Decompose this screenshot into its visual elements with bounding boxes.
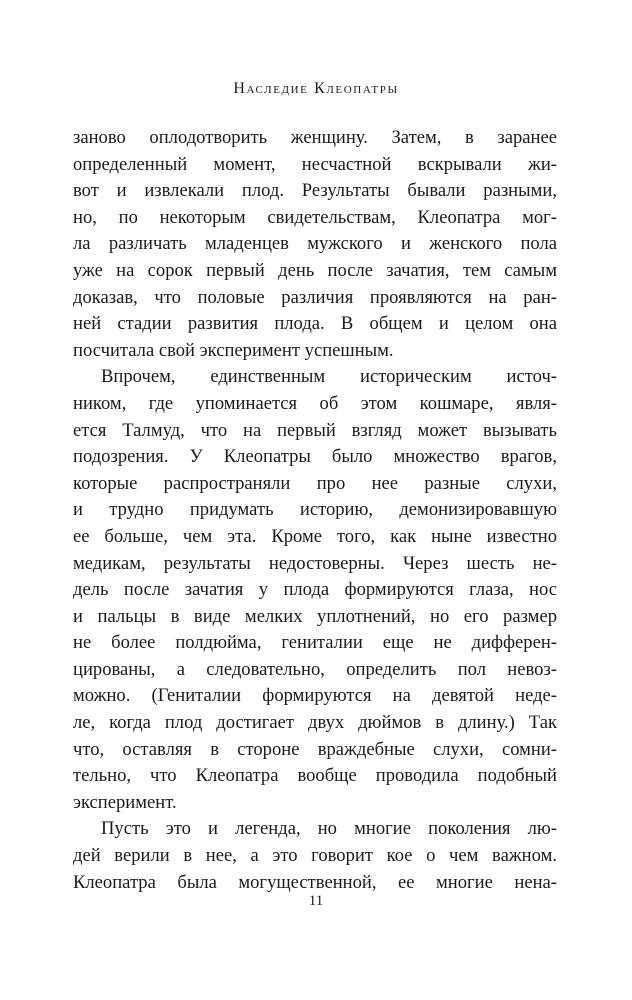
paragraph (73, 125, 557, 364)
text-line: подозрения. У Клеопатры было множество врагов, (73, 446, 557, 468)
text-line: что, оставляя в стороне враждебные слухи, сомни- (73, 738, 557, 760)
text-line: дей верили в нее, а это говорит кое о чем важном. (73, 845, 557, 867)
text-line: тельно, что Клеопатра вообще проводила подобный (73, 765, 557, 787)
text-line: уже на сорок первый день после зачатия, тем самым (73, 259, 557, 281)
text-line: цированы, а следовательно, определить пол невоз- (73, 658, 557, 680)
paragraph (73, 816, 557, 896)
running-header: Наследие Клеопатры (233, 80, 399, 97)
paragraph (73, 364, 557, 816)
text-line: ла различать младенцев мужского и женского пола (73, 233, 557, 255)
text-line: но, по некоторым свидетельствам, Клеопатра мог- (73, 206, 557, 228)
text-line: доказав, что половые различия проявляются на ран- (73, 286, 557, 308)
text-line: эксперимент. (73, 791, 177, 813)
text-line: не более полдюйма, гениталии еще не дифферен- (73, 632, 557, 654)
text-line: ее больше, чем эта. Кроме того, как ныне известно (73, 525, 557, 547)
text-line: Пусть это и легенда, но многие поколения лю- (101, 818, 557, 840)
text-line: вот и извлекали плод. Результаты бывали разными, (73, 180, 557, 202)
text-line: определенный момент, несчастной вскрывали жи- (73, 153, 557, 175)
text-line: ней стадии развития плода. В общем и целом она (73, 313, 557, 335)
text-line: и трудно придумать историю, демонизировавшую (73, 499, 557, 521)
text-line: заново оплодотворить женщину. Затем, в заранее (73, 127, 557, 148)
page-number: 11 (308, 893, 324, 909)
text-line: ется Талмуд, что на первый взгляд может вызывать (73, 419, 557, 441)
text-line: Впрочем, единственным историческим источ- (101, 366, 557, 388)
body-text (73, 125, 557, 896)
text-line: можно. (Гениталии формируются на девятой неде- (73, 685, 557, 707)
text-line: ником, где упоминается об этом кошмаре, явля- (73, 392, 557, 414)
text-line: дель после зачатия у плода формируются глаза, нос (73, 579, 557, 601)
text-line: и пальцы в виде мелких уплотнений, но его размер (73, 605, 557, 627)
text-line: которые распространяли про нее разные слухи, (73, 472, 557, 494)
text-line: медикам, результаты недостоверны. Через шесть не- (73, 552, 557, 574)
text-line: посчитала свой эксперимент успешным. (73, 339, 394, 361)
text-line: ле, когда плод достигает двух дюймов в длину.) Так (73, 712, 557, 734)
text-line: Клеопатра была могущественной, ее многие нена- (73, 871, 557, 893)
